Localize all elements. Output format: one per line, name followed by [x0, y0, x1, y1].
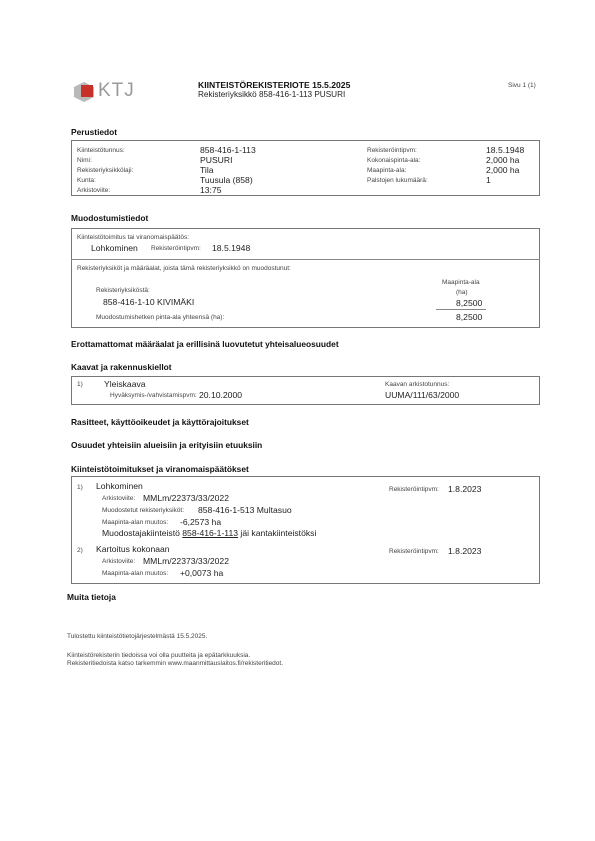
muodostumistiedot-divider: [71, 259, 540, 260]
value-maapinta-ala: 2,000 ha: [486, 165, 520, 175]
value-rekisteriyksikkolaji: Tila: [200, 165, 214, 175]
toimitus-2-arkisto-value: MMLm/22373/33/2022: [143, 556, 229, 566]
toimitus-1-muutos-value: -6,2573 ha: [180, 517, 222, 527]
label-rekisteriyksikkolaji: Rekisteriyksikkölaji:: [77, 167, 134, 174]
label-nimi: Nimi:: [77, 157, 92, 164]
toimitus-2-rek-value: 1.8.2023: [448, 546, 482, 556]
label-toimitus: Kiinteistötoimitus tai viranomaispäätös:: [77, 234, 189, 241]
label-rekpvm: Rekisteröintipvm:: [151, 245, 201, 252]
toimitus-2-number: 2): [77, 547, 83, 554]
label-palstojen-lukumaara: Palstojen lukumäärä:: [367, 177, 428, 184]
toimitus-1-kantakiinteisto: [102, 528, 316, 538]
footer-more-info: Rekisteritiedoista katso tarkemmin www.maanmittauslaitos.fi/rekisteritiedot.: [67, 660, 284, 667]
value-total: 8,2500: [456, 312, 483, 322]
kantakiinteisto-suffix: jäi kantakiinteistöksi: [240, 528, 317, 538]
value-kunta: Tuusula (858): [200, 175, 253, 185]
label-arkistoviite: Arkistoviite:: [77, 187, 111, 194]
page-number: Sivu 1 (1): [508, 82, 536, 89]
section-heading-kaavat: Kaavat ja rakennuskiellot: [71, 362, 172, 372]
value-palstojen-lukumaara: 1: [486, 175, 491, 185]
toimitus-1-muodostetut-label: Muodostetut rekisteriyksiköt:: [102, 507, 185, 514]
section-heading-erottamattomat: Erottamattomat määräalat ja erillisinä luovutetut yhteisalueosuudet: [71, 339, 339, 349]
value-toimitus: Lohkominen: [91, 243, 138, 253]
label-rekisterointipvm: Rekisteröintipvm:: [367, 147, 417, 154]
logo-text: KTJ: [98, 80, 135, 101]
toimitus-1-number: 1): [77, 484, 83, 491]
value-hyvaksymispvm: 20.10.2000: [199, 390, 243, 400]
section-heading-perustiedot: Perustiedot: [71, 127, 118, 137]
document-title: KIINTEISTÖREKISTERIOTE 15.5.2025: [198, 80, 351, 90]
kaava-name: Yleiskaava: [104, 379, 146, 389]
toimitus-2-rek-label: Rekisteröintipvm:: [389, 548, 439, 555]
label-maapinta-ala: Maapinta-ala:: [367, 167, 407, 174]
label-kiinteistotunnus: Kiinteistötunnus:: [77, 147, 125, 154]
kaava-number: 1): [77, 381, 83, 388]
toimitus-1-arkisto-value: MMLm/22373/33/2022: [143, 493, 229, 503]
section-heading-toimitukset: Kiinteistötoimitukset ja viranomaispäätökset: [71, 464, 249, 474]
label-kokonaispinta-ala: Kokonaispinta-ala:: [367, 157, 421, 164]
toimitus-1-muutos-label: Maapinta-alan muutos:: [102, 519, 169, 526]
value-kiinteistotunnus: 858-416-1-113: [200, 145, 256, 155]
kantakiinteisto-prefix: Muodostajakiinteistö: [102, 528, 180, 538]
document-subtitle: Rekisteriyksikkö 858-416-1-113 PUSURI: [198, 90, 346, 99]
kantakiinteisto-id: 858-416-1-113: [182, 528, 239, 538]
value-rekisterointipvm: 18.5.1948: [486, 145, 525, 155]
ktj-logo: [72, 80, 138, 104]
toimitus-1-arkisto-label: Arkistoviite:: [102, 495, 136, 502]
value-nimi: PUSURI: [200, 155, 233, 165]
section-heading-muut: Muita tietoja: [67, 592, 116, 602]
toimitus-2-arkisto-label: Arkistoviite:: [102, 558, 136, 565]
value-source: 858-416-1-10 KIVIMÄKI: [103, 297, 195, 307]
ktj-logo-icon: [72, 81, 96, 103]
value-kokonaispinta-ala: 2,000 ha: [486, 155, 520, 165]
label-hyvaksymispvm: Hyväksymis-/vahvistamispvm:: [110, 392, 197, 399]
label-kaavan-arkistotunnus: Kaavan arkistotunnus:: [385, 381, 450, 388]
value-kaavan-arkistotunnus: UUMA/111/63/2000: [385, 390, 460, 400]
section-heading-osuudet: Osuudet yhteisiin alueisiin ja erityisiin etuuksiin: [71, 440, 263, 450]
toimitus-1-rek-label: Rekisteröintipvm:: [389, 486, 439, 493]
footer-disclaimer: Kiinteistörekisterin tiedoissa voi olla puutteita ja epätarkkuuksia.: [67, 652, 251, 659]
column-header-maapinta-ala: Maapinta-ala: [442, 279, 480, 286]
column-header-ha: (ha): [456, 289, 468, 296]
total-divider: [436, 309, 486, 310]
section-heading-muodostumistiedot: Muodostumistiedot: [71, 213, 149, 223]
toimitus-1-rek-value: 1.8.2023: [448, 484, 482, 494]
value-arkistoviite: 13:75: [200, 185, 222, 195]
perustiedot-box: [71, 140, 540, 196]
label-kunta: Kunta:: [77, 177, 96, 184]
toimitus-2-muutos-value: +0,0073 ha: [180, 568, 224, 578]
toimitus-1-name: Lohkominen: [96, 481, 143, 491]
toimitus-2-name: Kartoitus kokonaan: [96, 544, 170, 554]
value-source-area: 8,2500: [456, 298, 483, 308]
label-total: Muodostumishetken pinta-ala yhteensä (ha):: [96, 314, 225, 321]
label-source: Rekisteriyksiköstä:: [96, 287, 150, 294]
toimitus-2-muutos-label: Maapinta-alan muutos:: [102, 570, 169, 577]
footer-printed: Tulostettu kiinteistötietojärjestelmästä 15.5.2025.: [67, 633, 208, 640]
section-heading-rasitteet: Rasitteet, käyttöoikeudet ja käyttörajoitukset: [71, 417, 249, 427]
toimitus-1-muodostetut-value: 858-416-1-513 Multasuo: [198, 505, 292, 515]
label-yksikot: Rekisteriyksiköt ja määräalat, joista tämä rekisteriyksikkö on muodostunut:: [77, 265, 291, 272]
value-rekpvm: 18.5.1948: [212, 243, 251, 253]
